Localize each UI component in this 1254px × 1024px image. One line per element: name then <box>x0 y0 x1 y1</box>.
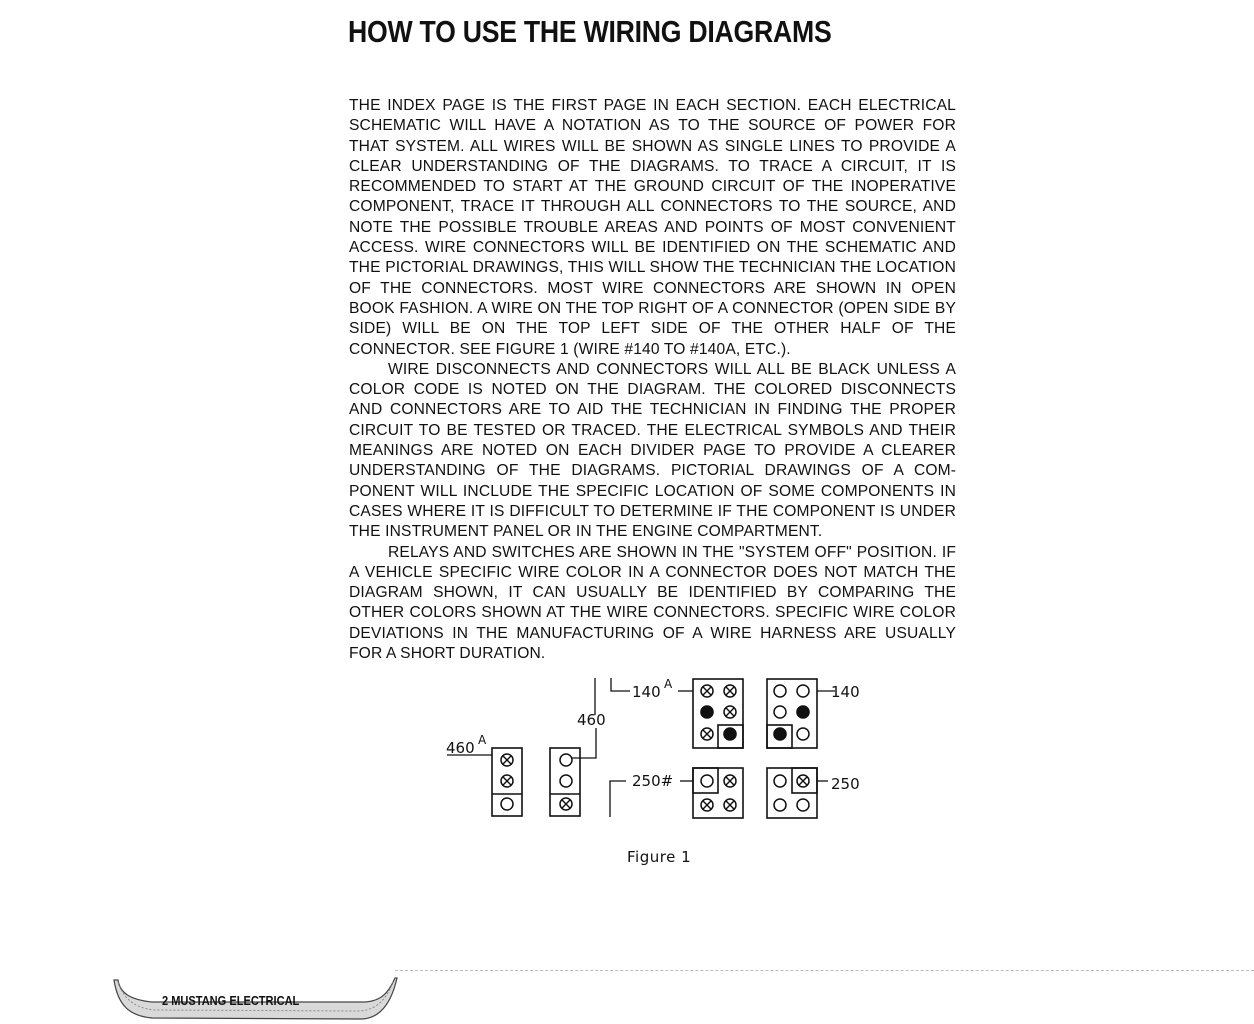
page-title: HOW TO USE THE WIRING DIAGRAMS <box>348 14 832 49</box>
wire-label-250a: 250# <box>632 772 674 790</box>
wire-label-460: 460 <box>577 711 606 729</box>
wire-label-460a: 460 <box>446 739 475 757</box>
wire-label-140: 140 <box>831 683 860 701</box>
connector-140a <box>693 679 743 748</box>
terminal-filled-icon <box>701 706 714 719</box>
wire-label-140a-sup: A <box>664 677 673 691</box>
figure-caption: Figure 1 <box>627 848 692 866</box>
connector-250 <box>767 768 817 818</box>
connector-460a <box>492 748 522 816</box>
paragraph-2: WIRE DISCONNECTS AND CONNECTORS WILL ALL BE BLACK UNLESS A COLOR CODE IS NOTED ON THE DIAGRAM. THE COLORED DISCONNECTS AND CONNECTORS ARE TO AID THE TECHNICIAN IN FINDING THE PROPER CIRCUIT TO BE TESTED OR TRACED. THE ELECTRICAL SYMBOLS AND THEIR MEANINGS ARE NOTED ON EACH DIVIDER PAGE TO PROVIDE A CLEARER UNDERSTANDING OF THE DIAGRAMS. PICTORIAL DRAWINGS OF A COMPONENT WILL INCLUDE THE SPECIFIC LOCATION OF SOME COMPONENTS IN CASES WHERE IT IS DIFFICULT TO DETERMINE IF THE COMPONENT IS UNDER THE INSTRUMENT PANEL OR IN THE ENGINE COMPARTMENT. <box>349 360 956 541</box>
footer-section-label: 2 MUSTANG ELECTRICAL <box>162 993 300 1008</box>
wire-label-140a: 140 <box>632 683 661 701</box>
footer-rule <box>395 970 1254 971</box>
terminal-filled-icon <box>724 728 737 741</box>
connector-140 <box>767 679 817 748</box>
terminal-crossed-icon <box>701 685 713 697</box>
connector-figure <box>430 670 870 835</box>
paragraph-1: THE INDEX PAGE IS THE FIRST PAGE IN EACH SECTION. EACH ELECTRICAL SCHEMATIC WILL HAVE A NOTATION AS TO THE SOURCE OF POWER FOR THAT SYSTEM. ALL WIRES WILL BE SHOWN AS SINGLE LINES TO PROVIDE A CLEAR UNDERSTANDING OF THE DIAGRAMS. TO TRACE A CIRCUIT, IT IS RECOMMENDED TO START AT THE GROUND CIRCUIT OF THE INOPERATIVE COMPONENT, TRACE IT THROUGH ALL CONNECTORS TO THE SOURCE, AND NOTE THE POSSIBLE TROUBLE AREAS AND POINTS OF MOST CONVENIENT ACCESS. WIRE CONNECTORS WILL BE IDENTIFIED ON THE SCHEMATIC AND THE PICTORIAL DRAWINGS, THIS WILL SHOW THE TECHNICIAN THE LOCATION OF THE CONNECTORS. MOST WIRE CONNECTORS ARE SHOWN IN OPEN BOOK FASHION. A WIRE ON THE TOP RIGHT OF A CONNECTOR (OPEN SIDE BY SIDE) WILL BE ON THE TOP LEFT SIDE OF THE OTHER HALF OF THE CONNECTOR. SEE FIGURE 1 (WIRE #140 TO #140A, ETC.). <box>349 97 956 358</box>
paragraph-3: RELAYS AND SWITCHES ARE SHOWN IN THE "SYSTEM OFF" POSITION. IF A VEHICLE SPECIFIC WIRE COLOR IN A CONNECTOR DOES NOT MATCH THE DIAGRAM SHOWN, IT CAN USUALLY BE IDENTIFIED BY COMPARING THE OTHER COLORS SHOWN AT THE WIRE CONNECTORS. SPECIFIC WIRE COLOR DEVIATIONS IN THE MANUFACTURING OF A WIRE HARNESS ARE USUALLY FOR A SHORT DURATION. <box>349 543 956 663</box>
connector-250a <box>693 768 743 818</box>
terminal-crossed-icon <box>724 706 736 718</box>
terminal-crossed-icon <box>724 685 736 697</box>
wire-label-460a-sup: A <box>478 733 487 747</box>
wire-label-250: 250 <box>831 775 860 793</box>
instructions-text <box>349 96 956 664</box>
terminal-crossed-icon <box>701 728 713 740</box>
